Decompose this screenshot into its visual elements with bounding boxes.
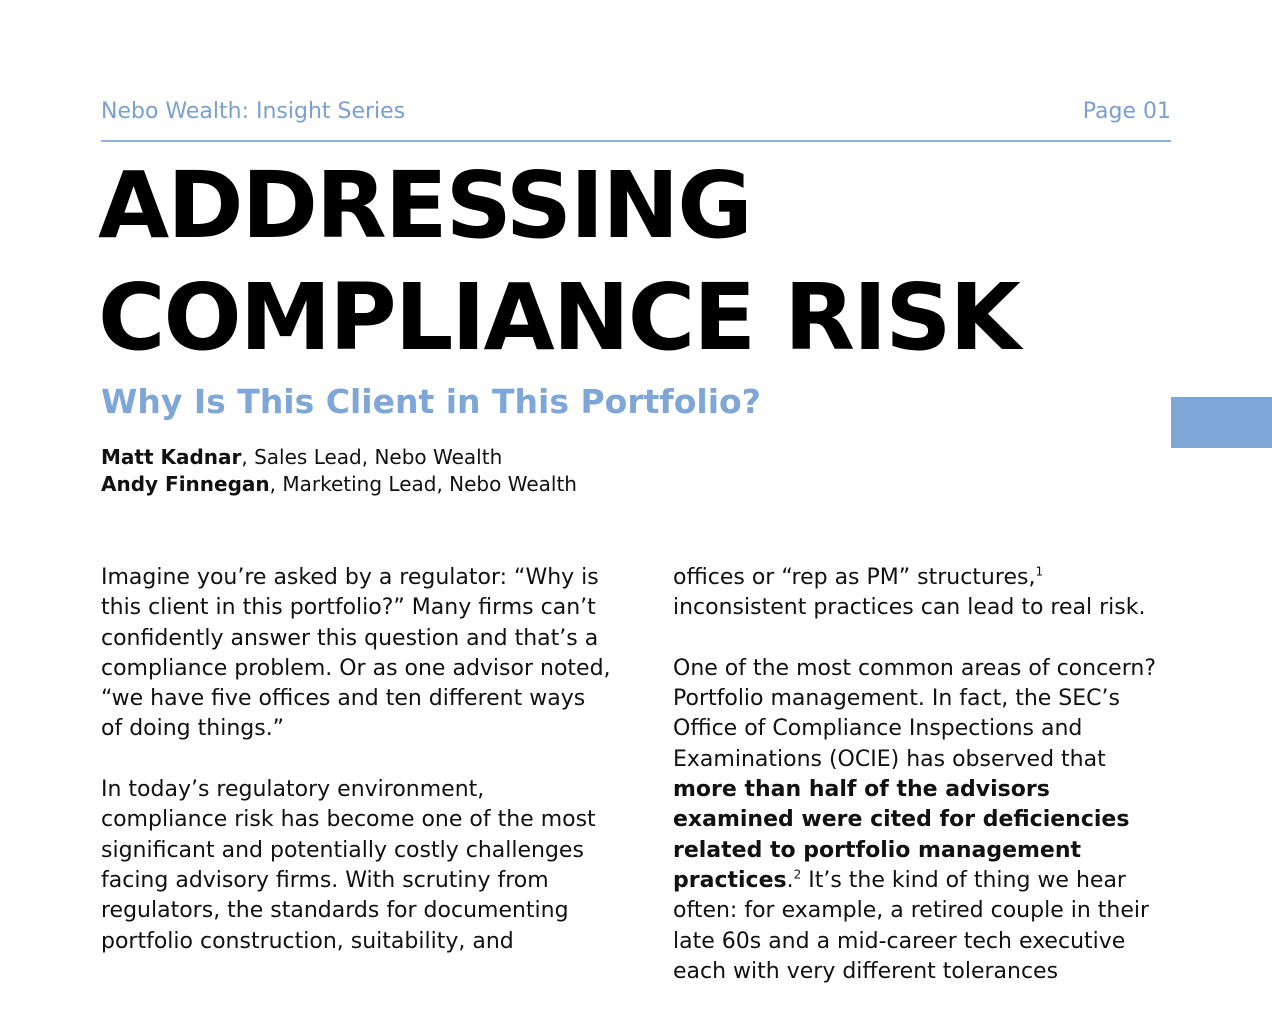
title-line-2: COMPLIANCE RISK: [98, 264, 1019, 371]
paragraph-text: inconsistent practices can lead to real risk.: [673, 595, 1146, 621]
author-role: , Sales Lead, Nebo Wealth: [241, 445, 503, 469]
title-line-1: ADDRESSING: [98, 152, 751, 259]
author-role: , Marketing Lead, Nebo Wealth: [269, 472, 577, 496]
author-line: [101, 444, 577, 471]
page-subtitle: Why Is This Client in This Portfolio?: [101, 382, 761, 421]
running-header: [101, 98, 1171, 142]
footnote-ref-2: 2: [793, 867, 802, 882]
paragraph: In today’s regulatory environment, compliance risk has become one of the most significant and potentially costly challenges facing advisory firms. With scrutiny from regulators, the standards for documenting portfolio construction, suitability, and: [101, 777, 596, 954]
page-title: [98, 150, 1098, 374]
side-accent-tab: [1171, 397, 1272, 448]
author-list: [101, 444, 577, 498]
author-name: Matt Kadnar: [101, 445, 242, 469]
paragraph: [673, 563, 1173, 624]
paragraph: [673, 654, 1173, 987]
paragraph-text: It’s the kind of thing we hear often: for example, a retired couple in their late 60s and a mid-career tech executive each with very different tolerances: [673, 867, 1150, 984]
paragraph-text: .: [786, 867, 794, 893]
author-name: Andy Finnegan: [101, 472, 270, 496]
series-label: Nebo Wealth: Insight Series: [101, 99, 406, 124]
body-column-right: [673, 563, 1173, 1017]
footnote-ref-1: 1: [1035, 564, 1044, 579]
paragraph-text: One of the most common areas of concern? Portfolio management. In fact, the SEC’s Office of Compliance Inspections and Examinations (OCIE) has observed that: [673, 655, 1156, 772]
author-line: [101, 471, 577, 498]
paragraph-text: offices or “rep as PM” structures,: [673, 565, 1036, 590]
page-number: Page 01: [1082, 99, 1171, 124]
paragraph: Imagine you’re asked by a regulator: “Why is this client in this portfolio?” Many firms can’t confidently answer this question and that’s a compliance problem. Or as one advisor noted, “we have five offices and ten different ways of doing things.”: [101, 565, 611, 742]
emphasis-text: more than half of the advisors examined were cited for deficiencies related to portfolio management practices: [673, 777, 1130, 893]
body-column-left: [101, 563, 611, 987]
